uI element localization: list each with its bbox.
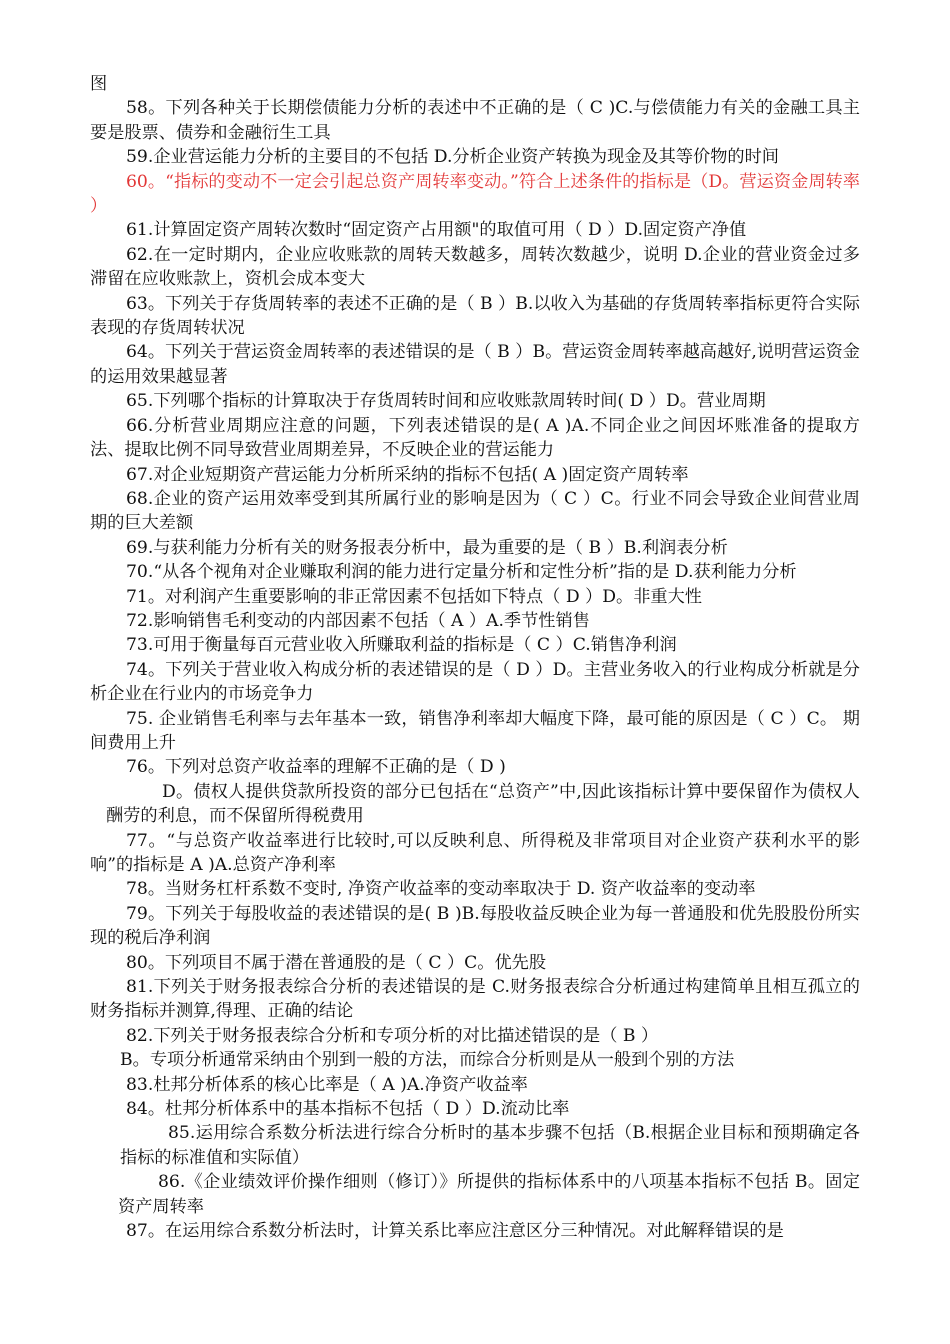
answer-76: D。债权人提供贷款所投资的部分已包括在“总资产”中,因此该指标计算中要保留作为债权人酬劳的利息，而不保留所得税费用 bbox=[106, 781, 860, 827]
question-75: 75. 企业销售毛利率与去年基本一致，销售净利率却大幅度下降，最可能的原因是（ C ）C。 期间费用上升 bbox=[90, 708, 860, 753]
question-66: 66.分析营业周期应注意的问题，下列表述错误的是( A )A.不同企业之间因坏账准备的提取方法、提取比例不同导致营业周期差异，不反映企业的营运能力 bbox=[90, 415, 860, 461]
question-67: 67.对企业短期资产营运能力分析所采纳的指标不包括( A )固定资产周转率 bbox=[126, 464, 689, 485]
question-69: 69.与获利能力分析有关的财务报表分析中，最为重要的是（ B ）B.利润表分析 bbox=[126, 537, 728, 558]
question-58: 58。下列各种关于长期偿债能力分析的表述中不正确的是（ C )C.与偿债能力有关的金融工具主要是股票、债券和金融衍生工具 bbox=[90, 98, 860, 143]
question-65: 65.下列哪个指标的计算取决于存货周转时间和应收账款周转时间( D ）D。营业周期 bbox=[126, 391, 766, 412]
question-64: 64。下列关于营运资金周转率的表述错误的是（ B ）B。营运资金周转率越高越好,说明营运资金的运用效果越显著 bbox=[90, 342, 860, 387]
question-83: 83.杜邦分析体系的核心比率是（ A )A.净资产收益率 bbox=[126, 1074, 528, 1095]
question-85: 85.运用综合系数分析法进行综合分析时的基本步骤不包括（B.根据企业目标和预期确定各指标的标准值和实际值） bbox=[120, 1123, 860, 1168]
question-86: 86.《企业绩效评价操作细则（修订）》所提供的指标体系中的八项基本指标不包括 B。固定资产周转率 bbox=[118, 1172, 860, 1217]
question-61: 61.计算固定资产周转次数时“固定资产占用额"的取值可用（ D ）D.固定资产净值 bbox=[126, 220, 747, 241]
question-71: 71。对利润产生重要影响的非正常因素不包括如下特点（ D ）D。非重大性 bbox=[126, 586, 702, 607]
paragraph-figure-fragment: 图 bbox=[90, 74, 108, 94]
question-82: 82.下列关于财务报表综合分析和专项分析的对比描述错误的是（ B ） bbox=[126, 1025, 659, 1046]
question-63: 63。下列关于存货周转率的表述不正确的是（ B ）B.以收入为基础的存货周转率指标更符合实际表现的存货周转状况 bbox=[90, 293, 860, 339]
question-84: 84。杜邦分析体系中的基本指标不包括（ D ）D.流动比率 bbox=[126, 1099, 570, 1120]
question-72: 72.影响销售毛利变动的内部因素不包括（ A ）A.季节性销售 bbox=[126, 610, 590, 631]
question-73: 73.可用于衡量每百元营业收入所赚取利益的指标是（ C ）C.销售净利润 bbox=[126, 635, 677, 656]
question-79: 79。下列关于每股收益的表述错误的是( B )B.每股收益反映企业为每一普通股和优先股股份所实现的税后净利润 bbox=[90, 903, 860, 949]
question-76: 76。下列对总资产收益率的理解不正确的是（ D ) bbox=[126, 757, 506, 778]
question-87: 87。在运用综合系数分析法时，计算关系比率应注意区分三种情况。对此解释错误的是 bbox=[126, 1221, 784, 1242]
question-59: 59.企业营运能力分析的主要目的不包括 D.分析企业资产转换为现金及其等价物的时间 bbox=[126, 147, 779, 168]
question-74: 74。下列关于营业收入构成分析的表述错误的是（ D ）D。主营业务收入的行业构成分析就是分析企业在行业内的市场竞争力 bbox=[90, 659, 860, 705]
question-80: 80。下列项目不属于潜在普通股的是（ C ）C。优先股 bbox=[126, 952, 547, 973]
question-68: 68.企业的资产运用效率受到其所属行业的影响是因为（ C ）C。行业不同会导致企业间营业周期的巨大差额 bbox=[90, 488, 860, 534]
question-81: 81.下列关于财务报表综合分析的表述错误的是 C.财务报表综合分析通过构建简单且相互孤立的财务指标并测算,得理、正确的结论 bbox=[90, 977, 860, 1022]
question-60-highlighted: 60。“指标的变动不一定会引起总资产周转率变动。”符合上述条件的指标是（D。营运资金周转率 ） bbox=[90, 171, 860, 217]
answer-82: B。专项分析通常采纳由个别到一般的方法，而综合分析则是从一般到个别的方法 bbox=[120, 1050, 735, 1071]
document-body bbox=[90, 72, 860, 1244]
question-78: 78。当财务杠杆系数不变时, 净资产收益率的变动率取决于 D. 资产收益率的变动率 bbox=[126, 879, 756, 900]
question-62: 62.在一定时期内，企业应收账款的周转天数越多，周转次数越少，说明 D.企业的营业资金过多滞留在应收账款上，资机会成本变大 bbox=[90, 244, 860, 290]
question-70: 70.“从各个视角对企业赚取利润的能力进行定量分析和定性分析”指的是 D.获利能力分析 bbox=[126, 562, 797, 583]
question-77: 77。“与总资产收益率进行比较时,可以反映利息、所得税及非常项目对企业资产获利水平的影响”的指标是 A )A.总资产净利率 bbox=[90, 830, 860, 875]
